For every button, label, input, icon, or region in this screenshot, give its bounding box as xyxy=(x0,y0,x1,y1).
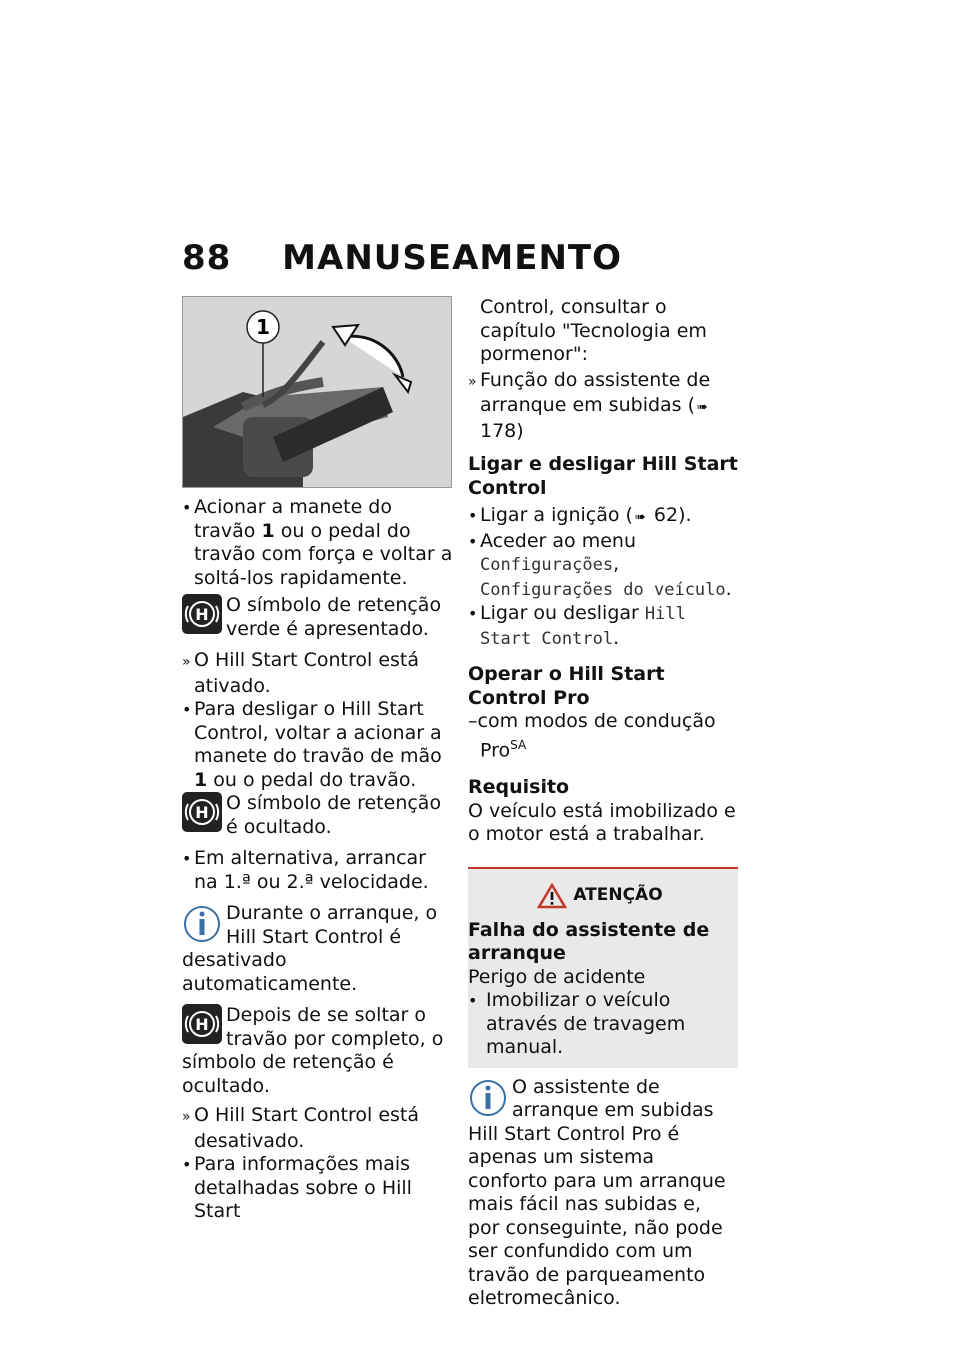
handlebar-lever-illustration xyxy=(183,297,451,487)
note-text-2: Depois de se soltar o travão por completo, o símbolo de retenção é ocultado. xyxy=(182,1004,444,1097)
page-header xyxy=(182,238,622,278)
svg-text:H: H xyxy=(195,605,209,624)
warning-box xyxy=(468,867,738,1068)
info-note-pro xyxy=(468,1076,738,1311)
step-open-menu: • Aceder ao menu Configurações, Configurações do veículo. xyxy=(468,530,738,603)
step-toggle: • Ligar ou desligar Hill Start Control. xyxy=(468,602,738,651)
warning-label: ATENÇÃO xyxy=(573,885,663,906)
warning-heading: Falha do assistente de arranque xyxy=(468,918,710,965)
step-alternative-gear: • Em alternativa, arrancar na 1.ª ou 2.ª velocidade. xyxy=(182,847,454,894)
requirement-title: Requisito xyxy=(468,776,570,799)
page-ref-arrow-icon: ➠ xyxy=(697,400,708,415)
step-ignition: • Ligar a ignição ( ➠ 62). xyxy=(468,504,738,530)
warning-title xyxy=(468,883,732,909)
info-text-2: O assistente de arranque em subidas Hill Start Control Pro é apenas um sistema conforto para um arranque mais fácil nas subidas e, por conseguinte, não pode ser confundido com um travão de parqueamento eletromecânico. xyxy=(468,1075,726,1310)
svg-text:H: H xyxy=(195,803,209,822)
heading-toggle: Ligar e desligar Hill Start Control xyxy=(468,453,738,499)
sa-superscript: SA xyxy=(510,737,527,752)
info-icon xyxy=(182,902,222,946)
result-reference: » Função do assistente de arranque em subidas ( ➠ 178) xyxy=(468,369,738,444)
result-deactivated: » O Hill Start Control está desativado. xyxy=(182,1104,454,1153)
subheading-pro: –com modos de condução Pro$^{SA}$ xyxy=(468,710,716,761)
step-apply-brake: • Acionar a manete do travão 1 ou o pedal do travão com força e voltar a soltá-los rapidamente. xyxy=(182,496,454,590)
hill-hold-icon xyxy=(182,594,222,634)
hold-symbol-shown-note xyxy=(182,594,454,641)
hold-symbol-hidden-note xyxy=(182,792,454,839)
info-note-auto-deactivate xyxy=(182,902,454,996)
continuation-text: Control, consultar o capítulo "Tecnologia em pormenor": xyxy=(480,296,707,365)
page-number: 88 xyxy=(182,238,232,278)
figure-callout-1: 1 xyxy=(256,315,270,339)
warning-subheading: Perigo de acidente xyxy=(468,965,646,988)
warning-triangle-icon xyxy=(537,883,567,909)
hold-hidden-text: O símbolo de retenção é ocultado. xyxy=(226,792,442,838)
note-release-brake xyxy=(182,1004,454,1098)
requirement-text: O veículo está imobilizado e o motor está a trabalhar. xyxy=(468,799,736,846)
left-column xyxy=(182,296,454,1224)
chapter-title: MANUSEAMENTO xyxy=(282,238,623,278)
warning-item: • Imobilizar o veículo através de travagem manual. xyxy=(468,989,732,1060)
page-ref-arrow-icon: ➠ xyxy=(634,510,646,525)
hill-hold-icon xyxy=(182,792,222,832)
info-icon xyxy=(468,1076,508,1120)
hill-hold-icon xyxy=(182,1004,222,1044)
heading-pro: Operar o Hill Start Control Pro xyxy=(468,663,665,709)
step-deactivate: • Para desligar o Hill Start Control, voltar a acionar a manete do travão de mão 1 ou o pedal do travão. xyxy=(182,698,454,792)
handlebar-figure xyxy=(182,296,452,488)
result-activated: » O Hill Start Control está ativado. xyxy=(182,649,454,698)
hold-shown-text: O símbolo de retenção verde é apresentado. xyxy=(226,594,442,640)
info-text-1: Durante o arranque, o Hill Start Control é desativado automaticamente. xyxy=(182,902,438,995)
step-more-info: • Para informações mais detalhadas sobre o Hill Start xyxy=(182,1153,454,1224)
svg-text:H: H xyxy=(195,1015,209,1034)
right-column xyxy=(468,296,738,1317)
